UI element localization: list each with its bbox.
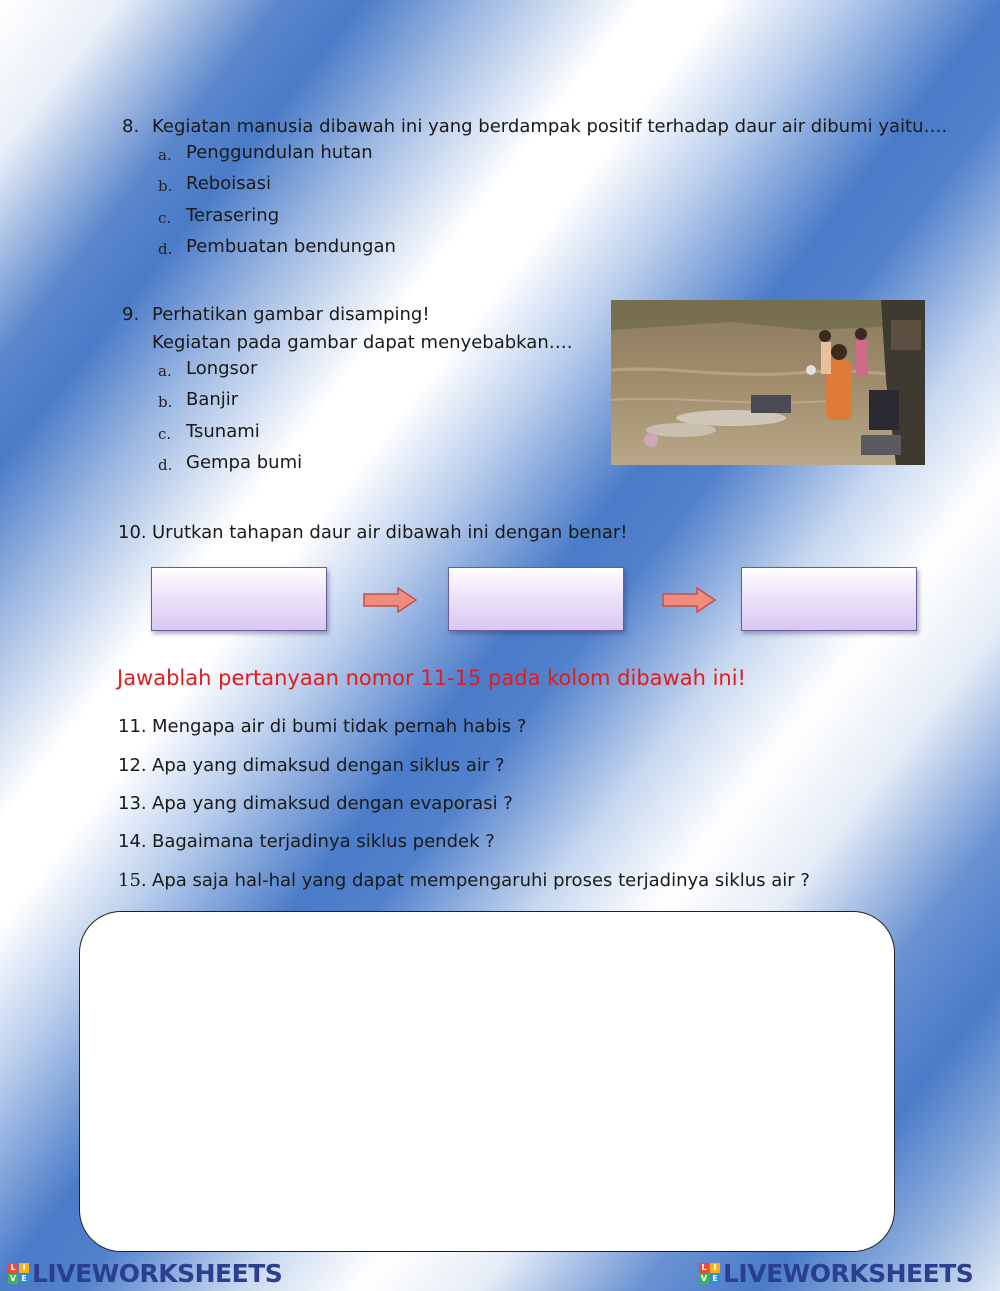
answer-textarea[interactable] xyxy=(79,911,895,1252)
order-box-2[interactable] xyxy=(448,567,624,631)
question-8 xyxy=(122,115,948,139)
question-number: 9. xyxy=(122,304,140,325)
logo-tile: L xyxy=(8,1263,18,1273)
question-text: Bagaimana terjadinya siklus pendek ? xyxy=(152,831,495,852)
option-letter: c. xyxy=(158,209,172,227)
option-letter: a. xyxy=(158,146,172,164)
logo-text: LIVEWORKSHEETS xyxy=(723,1258,974,1288)
question-number: 12. xyxy=(118,755,147,776)
logo-tile: E xyxy=(19,1274,29,1284)
liveworksheets-logo xyxy=(699,1259,973,1287)
river-pollution-photo xyxy=(611,300,925,465)
logo-tiles-icon xyxy=(699,1263,720,1284)
order-box-1[interactable] xyxy=(151,567,327,631)
question-9 xyxy=(122,303,582,355)
liveworksheets-logo xyxy=(8,1259,282,1287)
option-text: Gempa bumi xyxy=(186,452,303,473)
question-text: Kegiatan manusia dibawah ini yang berdampak positif terhadap daur air dibumi yaitu…. xyxy=(152,116,948,137)
arrow-right-icon xyxy=(362,586,418,614)
logo-tile: V xyxy=(9,1273,17,1283)
question-number: 13. xyxy=(118,793,147,814)
logo-tile: E xyxy=(710,1274,720,1284)
logo-tile: I xyxy=(710,1263,720,1273)
question-11 xyxy=(118,715,718,739)
question-number: 15. xyxy=(118,870,147,891)
option-text: Tsunami xyxy=(186,421,260,442)
logo-tile: L xyxy=(699,1263,709,1273)
question-text: Apa saja hal-hal yang dapat mempengaruhi proses terjadinya siklus air ? xyxy=(152,870,810,891)
river-scene-illustration xyxy=(611,300,925,465)
question-number: 14. xyxy=(118,831,147,852)
option-letter: d. xyxy=(158,456,173,474)
option-letter: d. xyxy=(158,240,173,258)
question-text: Apa yang dimaksud dengan siklus air ? xyxy=(152,755,505,776)
instruction-heading: Jawablah pertanyaan nomor 11-15 pada kolom dibawah ini! xyxy=(117,666,746,690)
logo-text: LIVEWORKSHEETS xyxy=(32,1258,283,1288)
option-letter: b. xyxy=(158,177,173,195)
logo-tiles-icon xyxy=(8,1263,29,1284)
question-number: 8. xyxy=(122,116,140,137)
question-10 xyxy=(118,521,718,545)
question-14 xyxy=(118,830,718,854)
option-letter: a. xyxy=(158,362,172,380)
question-number: 10. xyxy=(118,522,147,543)
logo-tile: V xyxy=(700,1273,708,1283)
option-letter: c. xyxy=(158,425,172,443)
question-text-line1: Perhatikan gambar disamping! xyxy=(152,304,430,325)
order-box-3[interactable] xyxy=(741,567,917,631)
option-letter: b. xyxy=(158,393,173,411)
option-text: Banjir xyxy=(186,389,239,410)
option-text: Reboisasi xyxy=(186,173,271,194)
question-text: Urutkan tahapan daur air dibawah ini dengan benar! xyxy=(152,522,628,543)
question-text: Apa yang dimaksud dengan evaporasi ? xyxy=(152,793,513,814)
option-text: Penggundulan hutan xyxy=(186,142,373,163)
question-13 xyxy=(118,792,718,816)
question-text-line2: Kegiatan pada gambar dapat menyebabkan…. xyxy=(152,332,573,353)
logo-tile: I xyxy=(19,1263,29,1273)
question-15 xyxy=(118,869,878,893)
question-text: Mengapa air di bumi tidak pernah habis ? xyxy=(152,716,527,737)
question-number: 11. xyxy=(118,716,147,737)
option-text: Terasering xyxy=(186,205,280,226)
question-12 xyxy=(118,754,718,778)
option-text: Longsor xyxy=(186,358,258,379)
option-text: Pembuatan bendungan xyxy=(186,236,396,257)
arrow-right-icon xyxy=(661,586,717,614)
